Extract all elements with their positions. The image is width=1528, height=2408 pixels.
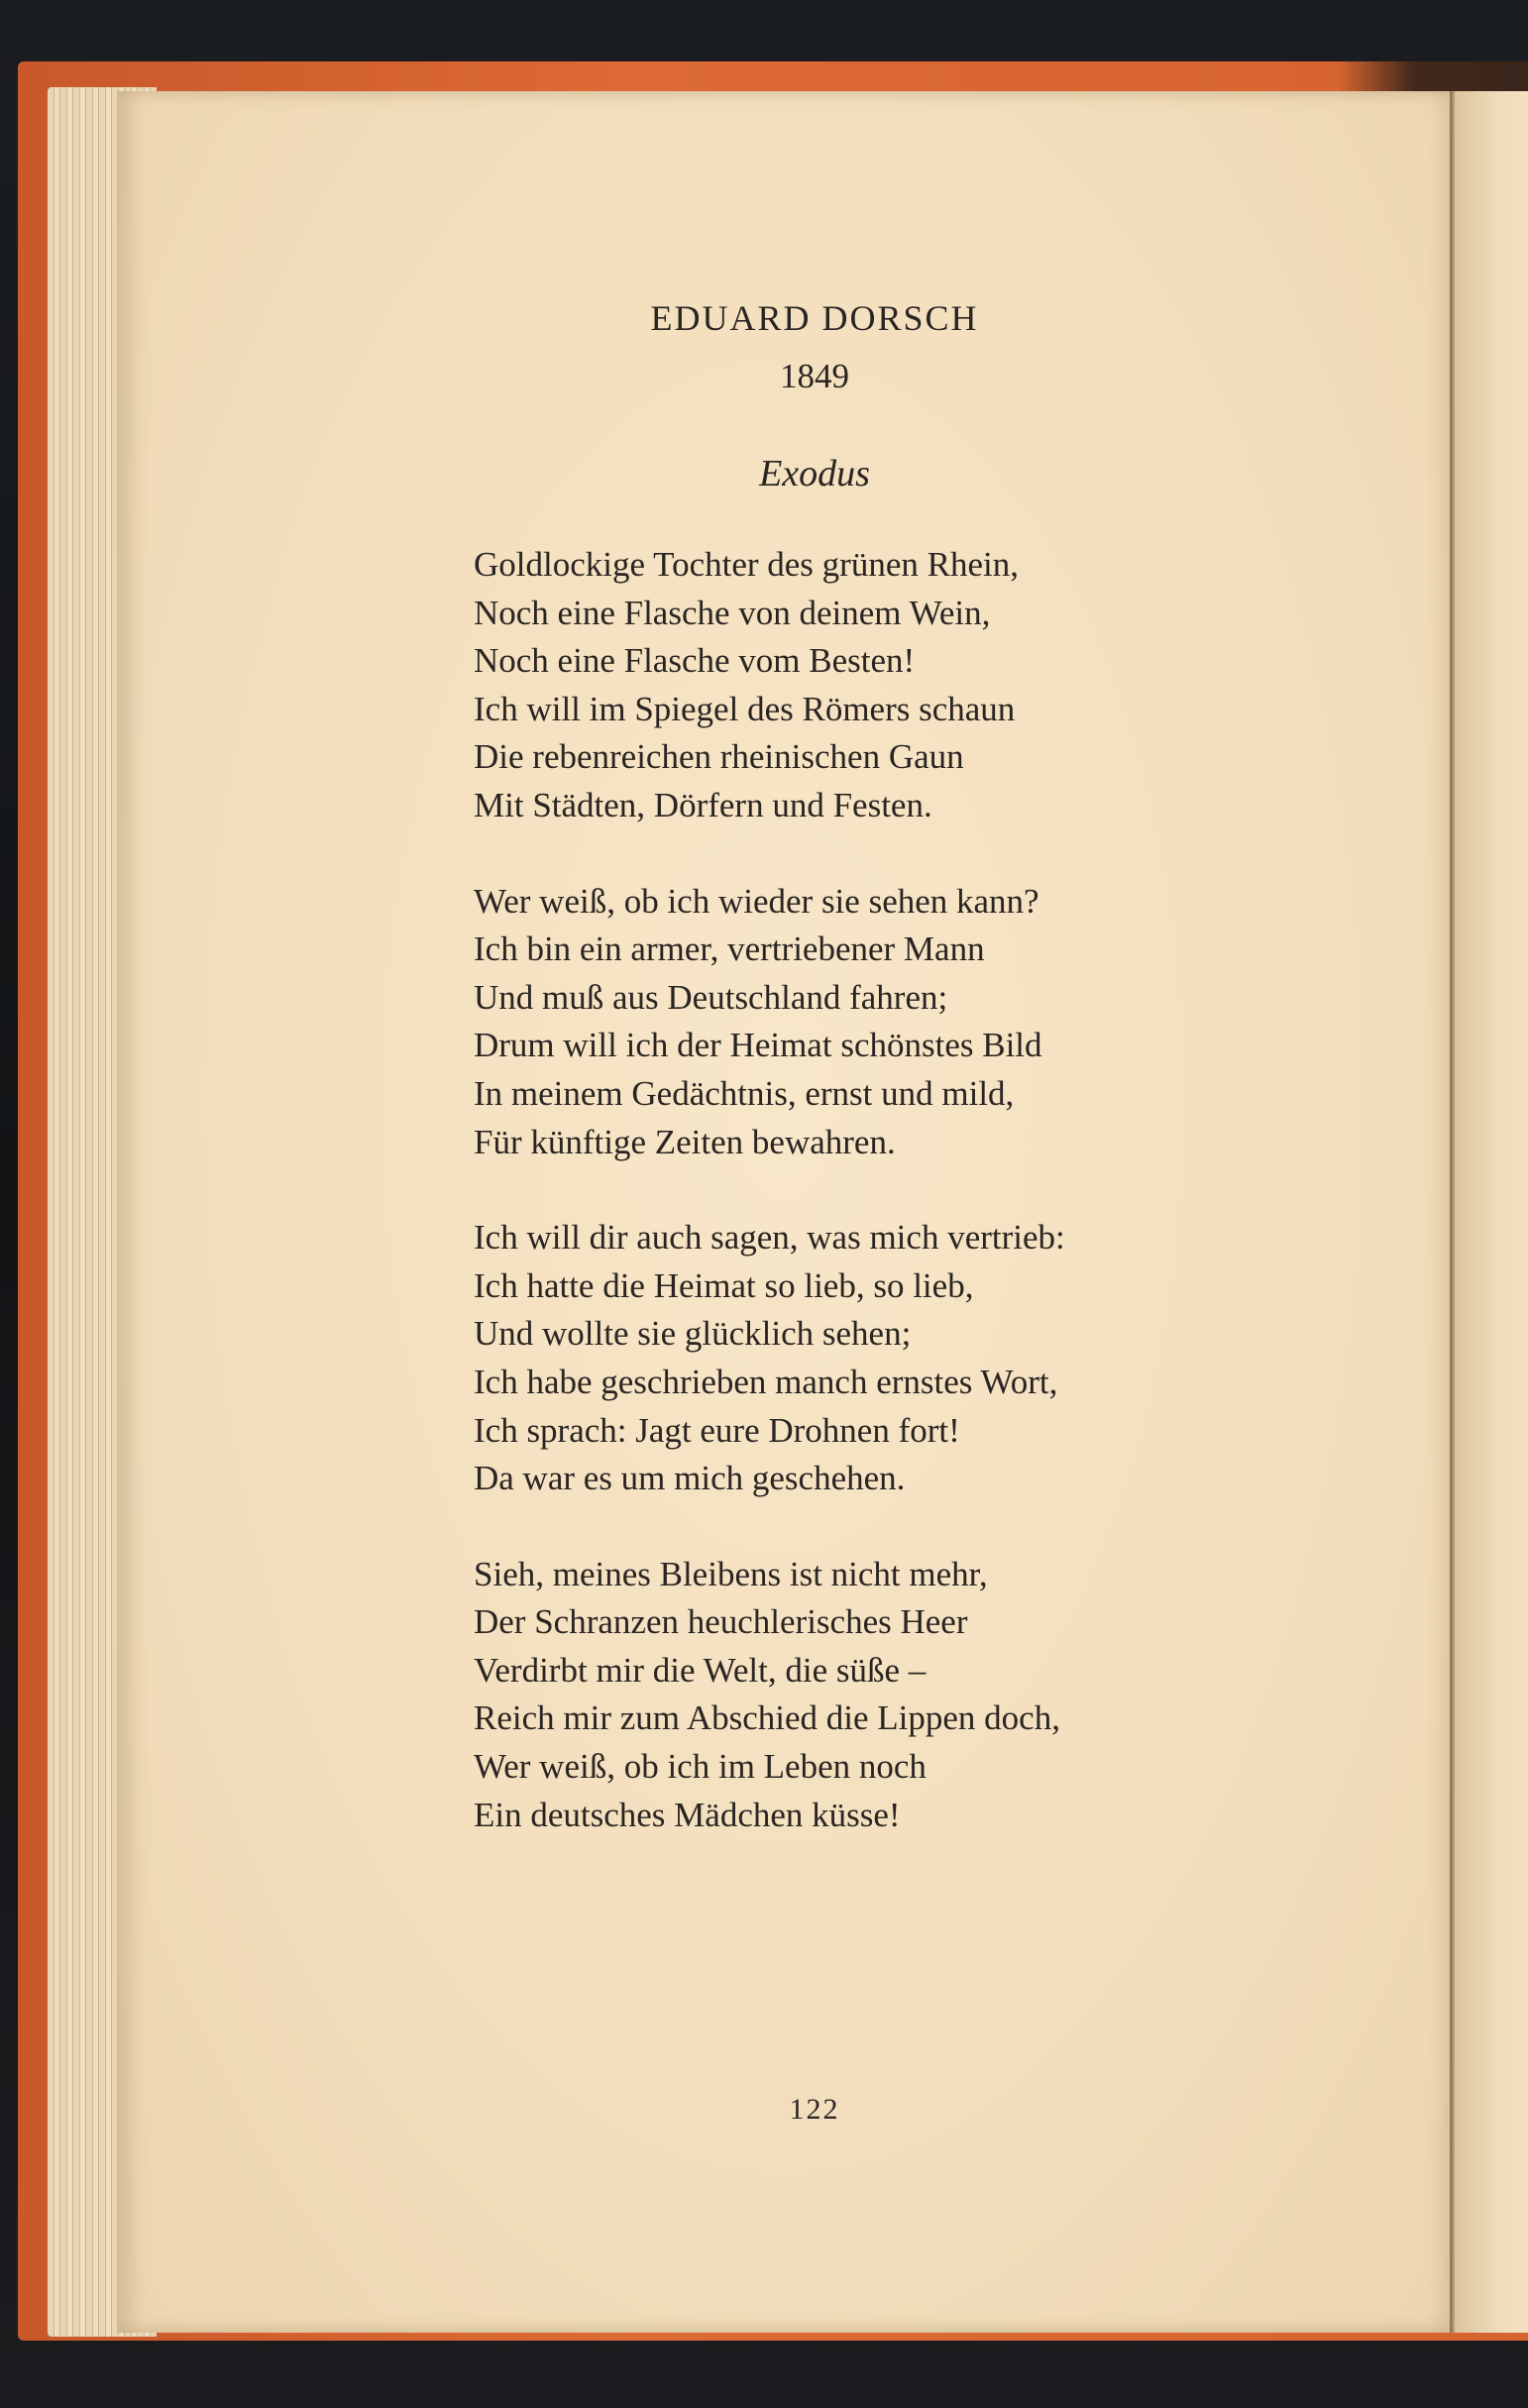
- page-number: 122: [789, 2093, 840, 2126]
- poem-line: Wer weiß, ob ich im Leben noch: [474, 1747, 927, 1787]
- poem-line: Noch eine Flasche von deinem Wein,: [474, 593, 991, 632]
- stanza-2: [474, 878, 1227, 1167]
- stanza-3: [474, 1214, 1227, 1503]
- poem-line: Sieh, meines Bleibens ist nicht mehr,: [474, 1554, 988, 1593]
- poem-body: [474, 541, 1227, 1887]
- stanza-4: [474, 1551, 1227, 1840]
- poem-line: Noch eine Flasche vom Besten!: [474, 641, 916, 681]
- poem-line: In meinem Gedächtnis, ernst und mild,: [474, 1073, 1015, 1113]
- poem-title: Exodus: [759, 453, 870, 494]
- poem-line: Ich will dir auch sagen, was mich vertrieb:: [474, 1218, 1065, 1258]
- poem-line: Da war es um mich geschehen.: [474, 1459, 906, 1498]
- poem-line: Ich will im Spiegel des Römers schaun: [474, 689, 1016, 728]
- poem-line: Und wollte sie glücklich sehen;: [474, 1314, 912, 1354]
- poem-line: Ein deutsches Mädchen küsse!: [474, 1795, 901, 1834]
- poem-line: Reich mir zum Abschied die Lippen doch,: [474, 1698, 1060, 1738]
- poem-line: Drum will ich der Heimat schönstes Bild: [474, 1026, 1042, 1065]
- cover-wear: [1338, 61, 1528, 91]
- poem-line: Ich habe geschrieben manch ernstes Wort,: [474, 1362, 1058, 1401]
- poem-line: Ich hatte die Heimat so lieb, so lieb,: [474, 1265, 974, 1305]
- poem-line: Die rebenreichen rheinischen Gaun: [474, 737, 964, 777]
- poem-line: Ich sprach: Jagt eure Drohnen fort!: [474, 1410, 960, 1450]
- poem-line: Für künftige Zeiten bewahren.: [474, 1122, 896, 1161]
- poem-line: Mit Städten, Dörfern und Festen.: [474, 785, 932, 824]
- year-heading: 1849: [780, 357, 849, 395]
- author-heading: EDUARD DORSCH: [650, 298, 979, 338]
- stanza-1: [474, 541, 1227, 830]
- facing-page-edge: [1455, 91, 1528, 2333]
- poem-line: Ich bin ein armer, vertriebener Mann: [474, 930, 985, 969]
- poem-line: Verdirbt mir die Welt, die süße –: [474, 1650, 927, 1690]
- poem-line: Goldlockige Tochter des grünen Rhein,: [474, 545, 1019, 584]
- poem-line: Wer weiß, ob ich wieder sie sehen kann?: [474, 881, 1039, 921]
- poem-line: Und muß aus Deutschland fahren;: [474, 977, 948, 1017]
- poem-line: Der Schranzen heuchlerisches Heer: [474, 1602, 968, 1642]
